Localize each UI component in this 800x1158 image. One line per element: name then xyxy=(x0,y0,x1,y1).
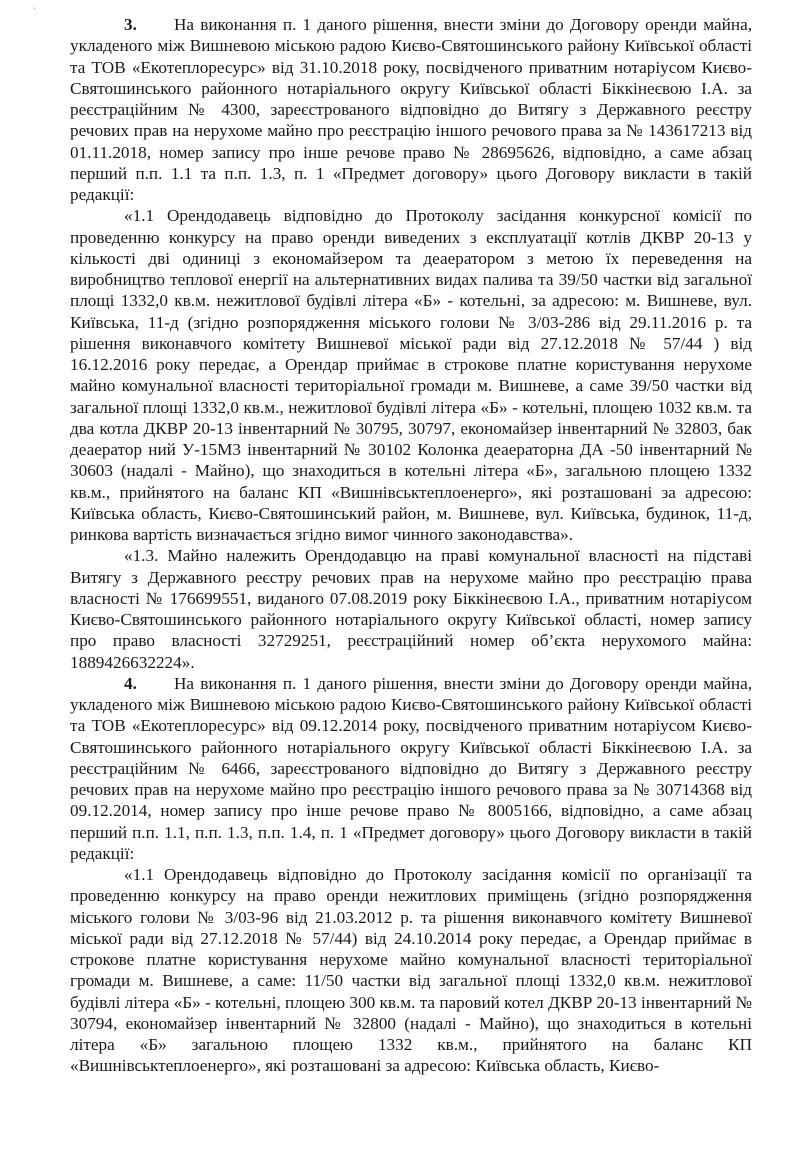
section-3-intro xyxy=(70,14,752,205)
corner-mark: ' xyxy=(34,6,36,15)
section-3-number: 3. xyxy=(124,15,137,34)
section-3-clause-1-1: «1.1 Орендодавець відповідно до Протоколу засідання конкурсної комісії по проведенню конкурсу на право оренди виведених з експлуатації котлів ДКВР 20-13 у кількості дві одиниці з економайзером та деаератором з метою їх переведення на виробництво теплової енергії на альтернативних видах палива та 39/50 частки від загальної площі 1332,0 кв.м. нежитлової будівлі літера «Б» - котельні, за адресою: м. Вишневе, вул. Київська, 11-д (згідно розпорядження міського голови № 3/03-286 від 29.11.2016 р. та рішення виконавчого комітету Вишневої міської ради від 27.12.2018 № 57/44 ) від 16.12.2016 року передає, а Орендар приймає в строкове платне користування нерухоме майно комунальної власності територіальної громади м. Вишневе, а саме 39/50 частки від загальної площі 1332,0 кв.м., нежитлової будівлі літера «Б» - котельні, площею 1032 кв.м. та два котла ДКВР 20-13 інвентарний № 30795, 30797, економайзер інвентарний № 32803, бак деаератор ний У-15М3 інвентарний № 30102 Колонка деаераторна ДА -50 інвентарний № 30603 (надалі - Майно), що знаходиться в котельні літера «Б», загальною площею 1332 кв.м., прийнятого на баланс КП «Вишнівськтеплоенерго», які розташовані за адресою: Київська область, Києво-Святошинський район, м. Вишневе, вул. Київська, будинок, 11-д, ринкова вартість визначається згідно вимог чинного законодавства». xyxy=(70,206,752,544)
section-3-clause-1-3: «1.3. Майно належить Орендодавцю на праві комунальної власності на підставі Витягу з Державного реєстру речових прав на нерухоме майно про реєстрацію права власності № 176699551, виданого 07.08.2019 року Біккінеєвою І.А., приватним нотаріусом Києво-Святошинського районного нотаріального округу Київської області, номер запису про право власності 32729251, реєстраційний номер об’єкта нерухомого майна: 1889426632224». xyxy=(70,546,752,672)
section-4-clause-1-1: «1.1 Орендодавець відповідно до Протоколу засідання комісії по організації та проведенню конкурсу на право оренди нежитлових приміщень (згідно розпорядження міського голови № 3/03-96 від 21.03.2012 р. та рішення виконавчого комітету Вишневої міської ради від 27.12.2018 № 57/44) від 24.10.2014 року передає, а Орендар приймає в строкове платне користування нерухоме майно комунальної власності територіальної громади м. Вишневе, а саме: 11/50 частки від загальної площі 1332,0 кв.м. нежитлової будівлі літера «Б» - котельні, площею 300 кв.м. та паровий котел ДКВР 20-13 інвентарний № 30794, економайзер інвентарний № 32800 (надалі - Майно), що знаходиться в котельні літера «Б» загальною площею 1332 кв.м., прийнятого на баланс КП «Вишнівськтеплоенерго», які розташовані за адресою: Київська область, Києво- xyxy=(70,865,752,1076)
section-4-intro-text: На виконання п. 1 даного рішення, внести зміни до Договору оренди майна, укладеного між Вишневою міською радою Києво-Святошинського району Київської області та ТОВ «Екотеплоресурс» від 09.12.2014 року, посвідченого приватним нотаріусом Києво-Святошинського районного нотаріального округу Київської області Біккінеєвою І.А. за реєстраційним № 6466, зареєстрованого відповідно до Витягу з Державного реєстру речових прав на нерухоме майно про реєстрацію іншого речового права за № 30714368 від 09.12.2014, номер запису про інше речове право № 8005166, відповідно, а саме абзац перший п.п. 1.1, п.п. 1.3, п.п. 1.4, п. 1 «Предмет договору» цього Договору викласти в такій редакції: xyxy=(70,673,752,863)
section-4-number: 4. xyxy=(124,673,137,693)
document-body xyxy=(70,14,752,1077)
section-3-intro-text: На виконання п. 1 даного рішення, внести зміни до Договору оренди майна, укладеного між Вишневою міською радою Києво-Святошинського району Київської області та ТОВ «Екотеплоресурс» від 31.10.2018 року, посвідченого приватним нотаріусом Києво-Святошинського районного нотаріального округу Київської області Біккінеєвою І.А. за реєстраційним № 4300, зареєстрованого відповідно до Витягу з Державного реєстру речових прав на нерухоме майно про реєстрацію іншого речового права за № 143617213 від 01.11.2018, номер запису про інше речове право № 28695626, відповідно, а саме абзац перший п.п. 1.1 та п.п. 1.3, п. 1 «Предмет договору» цього Договору викласти в такій редакції: xyxy=(70,15,752,204)
section-4-intro xyxy=(70,673,752,864)
